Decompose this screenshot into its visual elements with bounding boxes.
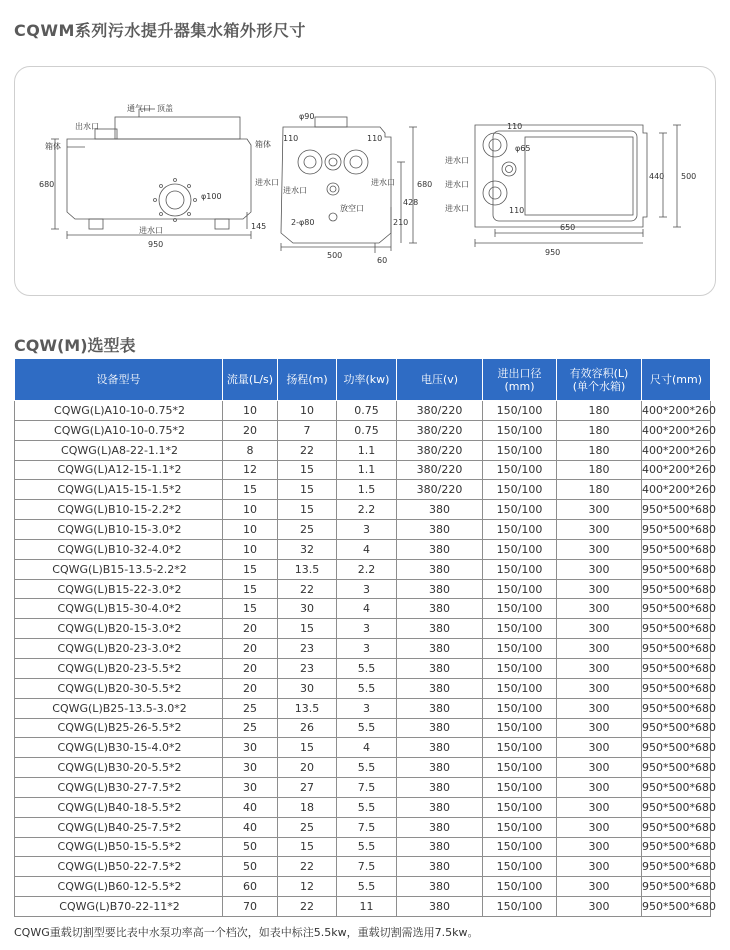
table-cell: 150/100 [483, 817, 557, 837]
table-cell: 950*500*680 [642, 639, 711, 659]
table-cell: 10 [223, 500, 278, 520]
table-cell: 380 [397, 758, 483, 778]
table-cell: 950*500*680 [642, 877, 711, 897]
dim-top-110-a: 110 [507, 122, 523, 131]
outline-title: CQWM系列污水提升器集水箱外形尺寸 [14, 21, 306, 40]
table-cell: 5.5 [337, 837, 397, 857]
table-cell: 3 [337, 579, 397, 599]
table-cell: 180 [557, 420, 642, 440]
table-cell: 15 [223, 480, 278, 500]
table-cell: 150/100 [483, 619, 557, 639]
table-cell: 950*500*680 [642, 599, 711, 619]
cell-model: CQWG(L)B20-15-3.0*2 [15, 619, 223, 639]
table-cell: 300 [557, 698, 642, 718]
table-cell: 15 [223, 559, 278, 579]
table-cell: 150/100 [483, 639, 557, 659]
table-cell: 950*500*680 [642, 579, 711, 599]
table-cell: 380 [397, 857, 483, 877]
table-cell: 20 [223, 678, 278, 698]
label-outlet: 出水口 [75, 122, 99, 131]
table-cell: 7.5 [337, 778, 397, 798]
cell-model: CQWG(L)B70-22-11*2 [15, 897, 223, 917]
column-header: 尺寸(mm) [642, 359, 711, 401]
cell-model: CQWG(L)B20-23-3.0*2 [15, 639, 223, 659]
cell-model: CQWG(L)B15-13.5-2.2*2 [15, 559, 223, 579]
table-row [15, 817, 711, 837]
table-cell: 380 [397, 738, 483, 758]
table-row [15, 877, 711, 897]
table-cell: 5.5 [337, 678, 397, 698]
label-side-inlet-3: 进水口 [371, 178, 395, 187]
table-cell: 23 [278, 658, 337, 678]
column-header: 电压(v) [397, 359, 483, 401]
label-top-inlet-1: 进水口 [445, 156, 469, 165]
table-cell: 10 [223, 401, 278, 421]
table-cell: 950*500*680 [642, 857, 711, 877]
table-cell: 150/100 [483, 897, 557, 917]
table-cell: 10 [278, 401, 337, 421]
table-cell: 380 [397, 559, 483, 579]
table-cell: 400*200*260 [642, 420, 711, 440]
table-cell: 8 [223, 440, 278, 460]
table-cell: 2.2 [337, 500, 397, 520]
table-cell: 3 [337, 520, 397, 540]
dim-145: 145 [251, 222, 267, 231]
cell-model: CQWG(L)B40-25-7.5*2 [15, 817, 223, 837]
cell-model: CQWG(L)B20-30-5.5*2 [15, 678, 223, 698]
column-header: 功率(kw) [337, 359, 397, 401]
table-cell: 15 [278, 837, 337, 857]
dim-top-440: 440 [649, 172, 665, 181]
table-cell: 5.5 [337, 658, 397, 678]
table-cell: 20 [278, 758, 337, 778]
cell-model: CQWG(L)B10-32-4.0*2 [15, 539, 223, 559]
selection-table [14, 358, 716, 917]
table-cell: 380 [397, 639, 483, 659]
table-row [15, 678, 711, 698]
table-cell: 0.75 [337, 420, 397, 440]
table-cell: 400*200*260 [642, 480, 711, 500]
table-cell: 150/100 [483, 877, 557, 897]
table-cell: 26 [278, 718, 337, 738]
table-cell: 50 [223, 837, 278, 857]
cell-model: CQWG(L)B40-18-5.5*2 [15, 797, 223, 817]
table-cell: 380/220 [397, 440, 483, 460]
table-cell: 20 [223, 420, 278, 440]
table-body [15, 401, 716, 917]
cell-model: CQWG(L)B20-23-5.5*2 [15, 658, 223, 678]
column-header: 扬程(m) [278, 359, 337, 401]
table-row [15, 658, 711, 678]
cell-model: CQWG(L)A8-22-1.1*2 [15, 440, 223, 460]
table-cell: 15 [278, 460, 337, 480]
table-cell: 150/100 [483, 797, 557, 817]
dim-height-680: 680 [39, 180, 55, 189]
column-header: 进出口径 (mm) [483, 359, 557, 401]
label-tank-body: 箱体 [45, 142, 61, 151]
label-top-cover: 顶盖 [157, 104, 173, 113]
table-cell: 150/100 [483, 837, 557, 857]
table-cell: 0.75 [337, 401, 397, 421]
label-top-inlet-2: 进水口 [445, 180, 469, 189]
dim-side-210: 210 [393, 218, 409, 227]
dim-top-950: 950 [545, 248, 561, 257]
table-cell: 10 [223, 520, 278, 540]
table-cell: 1.1 [337, 440, 397, 460]
table-cell: 150/100 [483, 500, 557, 520]
table-cell: 180 [557, 440, 642, 460]
dim-side-500: 500 [327, 251, 343, 260]
table-cell: 180 [557, 401, 642, 421]
table-row [15, 797, 711, 817]
table-cell: 10 [223, 539, 278, 559]
table-cell: 30 [223, 758, 278, 778]
table-cell: 50 [223, 857, 278, 877]
table-row [15, 440, 711, 460]
table-cell: 300 [557, 559, 642, 579]
table-cell: 150/100 [483, 778, 557, 798]
table-row [15, 579, 711, 599]
cell-model: CQWG(L)B25-26-5.5*2 [15, 718, 223, 738]
table-row [15, 758, 711, 778]
table-cell: 4 [337, 599, 397, 619]
table-cell: 380 [397, 678, 483, 698]
dim-side-60: 60 [377, 256, 388, 265]
table-cell: 32 [278, 539, 337, 559]
table-cell: 25 [278, 520, 337, 540]
table-cell: 150/100 [483, 559, 557, 579]
dim-width-950: 950 [148, 240, 164, 249]
table-row [15, 778, 711, 798]
table-cell: 950*500*680 [642, 817, 711, 837]
table-cell: 380/220 [397, 480, 483, 500]
table-cell: 5.5 [337, 797, 397, 817]
table-cell: 300 [557, 837, 642, 857]
table-cell: 150/100 [483, 520, 557, 540]
dim-side-680: 680 [417, 180, 433, 189]
table-cell: 15 [223, 599, 278, 619]
table-row [15, 698, 711, 718]
table-cell: 380 [397, 599, 483, 619]
table-cell: 300 [557, 579, 642, 599]
label-vent: 通气口 [127, 104, 151, 113]
table-cell: 7.5 [337, 857, 397, 877]
table-row [15, 619, 711, 639]
cell-model: CQWG(L)B50-15-5.5*2 [15, 837, 223, 857]
dim-side-110-a: 110 [283, 134, 299, 143]
table-cell: 380 [397, 500, 483, 520]
table-cell: 380 [397, 897, 483, 917]
dim-top-500: 500 [681, 172, 697, 181]
table-cell: 18 [278, 797, 337, 817]
table-cell: 5.5 [337, 877, 397, 897]
column-header: 有效容积(L) (单个水箱) [557, 359, 642, 401]
table-cell: 950*500*680 [642, 837, 711, 857]
table-cell: 4 [337, 738, 397, 758]
table-cell: 300 [557, 718, 642, 738]
table-cell: 22 [278, 440, 337, 460]
table-cell: 40 [223, 817, 278, 837]
dim-side-428: 428 [403, 198, 419, 207]
table-cell: 150/100 [483, 718, 557, 738]
table-cell: 1.5 [337, 480, 397, 500]
cell-model: CQWG(L)A10-10-0.75*2 [15, 420, 223, 440]
table-row [15, 420, 711, 440]
dim-side-110-b: 110 [367, 134, 383, 143]
table-cell: 380 [397, 817, 483, 837]
table-cell: 950*500*680 [642, 738, 711, 758]
table-cell: 3 [337, 639, 397, 659]
table-cell: 950*500*680 [642, 678, 711, 698]
table-cell: 300 [557, 897, 642, 917]
table-cell: 11 [337, 897, 397, 917]
label-side-inlet-1: 进水口 [255, 178, 279, 187]
table-row [15, 837, 711, 857]
dim-top-phi65: φ65 [515, 144, 531, 153]
table-row [15, 559, 711, 579]
label-top-inlet-3: 进水口 [445, 204, 469, 213]
table-cell: 300 [557, 758, 642, 778]
table-cell: 380 [397, 877, 483, 897]
cell-model: CQWG(L)B15-30-4.0*2 [15, 599, 223, 619]
table-cell: 150/100 [483, 480, 557, 500]
cell-model: CQWG(L)B25-13.5-3.0*2 [15, 698, 223, 718]
table-cell: 950*500*680 [642, 559, 711, 579]
table-row [15, 539, 711, 559]
dimension-drawing-panel [14, 66, 716, 296]
dim-phi100: φ100 [201, 192, 222, 201]
cell-model: CQWG(L)A10-10-0.75*2 [15, 401, 223, 421]
table-row [15, 500, 711, 520]
table-cell: 3 [337, 619, 397, 639]
table-cell: 950*500*680 [642, 658, 711, 678]
table-cell: 950*500*680 [642, 797, 711, 817]
cell-model: CQWG(L)B10-15-3.0*2 [15, 520, 223, 540]
table-cell: 380 [397, 797, 483, 817]
table-cell: 380/220 [397, 401, 483, 421]
label-drain: 放空口 [340, 204, 364, 213]
table-cell: 23 [278, 639, 337, 659]
table-row [15, 460, 711, 480]
table-row [15, 718, 711, 738]
table-cell: 950*500*680 [642, 718, 711, 738]
table-cell: 380 [397, 658, 483, 678]
table-cell: 950*500*680 [642, 520, 711, 540]
table-cell: 150/100 [483, 658, 557, 678]
table-cell: 4 [337, 539, 397, 559]
table-row [15, 738, 711, 758]
table-cell: 380 [397, 619, 483, 639]
table-cell: 180 [557, 460, 642, 480]
footnote: CQWG重载切割型要比表中水泵功率高一个档次，如表中标注5.5kw，重载切割需选用7.5kw。 [14, 926, 479, 939]
table-cell: 300 [557, 678, 642, 698]
table-cell: 380 [397, 698, 483, 718]
table-cell: 7.5 [337, 817, 397, 837]
table-cell: 300 [557, 797, 642, 817]
table-cell: 20 [223, 658, 278, 678]
table-cell: 15 [278, 500, 337, 520]
cell-model: CQWG(L)B15-22-3.0*2 [15, 579, 223, 599]
table-cell: 22 [278, 897, 337, 917]
table-cell: 1.1 [337, 460, 397, 480]
table-cell: 150/100 [483, 738, 557, 758]
cell-model: CQWG(L)B60-12-5.5*2 [15, 877, 223, 897]
table-cell: 180 [557, 480, 642, 500]
cell-model: CQWG(L)A12-15-1.1*2 [15, 460, 223, 480]
table-cell: 22 [278, 857, 337, 877]
table-cell: 30 [278, 599, 337, 619]
table-cell: 950*500*680 [642, 500, 711, 520]
table-cell: 950*500*680 [642, 897, 711, 917]
cell-model: CQWG(L)B30-15-4.0*2 [15, 738, 223, 758]
table-cell: 30 [278, 678, 337, 698]
table-cell: 15 [278, 480, 337, 500]
cell-model: CQWG(L)B30-20-5.5*2 [15, 758, 223, 778]
table-cell: 380 [397, 718, 483, 738]
table-cell: 380 [397, 778, 483, 798]
table-cell: 20 [223, 639, 278, 659]
table-row [15, 639, 711, 659]
label-side-inlet-2: 进水口 [283, 186, 307, 195]
table-cell: 380/220 [397, 420, 483, 440]
table-cell: 150/100 [483, 857, 557, 877]
table-cell: 400*200*260 [642, 440, 711, 460]
dim-2-phi80: 2-φ80 [291, 218, 315, 227]
table-cell: 300 [557, 778, 642, 798]
table-cell: 380/220 [397, 460, 483, 480]
label-side-tank: 箱体 [255, 140, 271, 149]
table-cell: 150/100 [483, 599, 557, 619]
table-cell: 300 [557, 857, 642, 877]
table-cell: 40 [223, 797, 278, 817]
table-cell: 150/100 [483, 420, 557, 440]
table-cell: 3 [337, 698, 397, 718]
table-cell: 22 [278, 579, 337, 599]
selection-title: CQW(M)选型表 [14, 336, 136, 355]
table-cell: 20 [223, 619, 278, 639]
table-cell: 15 [278, 619, 337, 639]
table-cell: 7 [278, 420, 337, 440]
table-cell: 400*200*260 [642, 460, 711, 480]
table-cell: 15 [223, 579, 278, 599]
table-cell: 300 [557, 500, 642, 520]
cell-model: CQWG(L)B50-22-7.5*2 [15, 857, 223, 877]
table-cell: 950*500*680 [642, 619, 711, 639]
cell-model: CQWG(L)B30-27-7.5*2 [15, 778, 223, 798]
table-cell: 60 [223, 877, 278, 897]
table-cell: 380 [397, 579, 483, 599]
table-cell: 150/100 [483, 460, 557, 480]
table-cell: 15 [278, 738, 337, 758]
table-cell: 950*500*680 [642, 778, 711, 798]
table-row [15, 857, 711, 877]
dim-top-650: 650 [560, 223, 576, 232]
table-row [15, 897, 711, 917]
table-cell: 150/100 [483, 579, 557, 599]
table-header-row [15, 359, 711, 401]
table-cell: 70 [223, 897, 278, 917]
table-cell: 300 [557, 639, 642, 659]
table-row [15, 401, 711, 421]
table-cell: 300 [557, 817, 642, 837]
table-row [15, 520, 711, 540]
table-cell: 380 [397, 520, 483, 540]
table-cell: 150/100 [483, 440, 557, 460]
top-view [475, 125, 681, 247]
table-cell: 950*500*680 [642, 698, 711, 718]
table-cell: 380 [397, 837, 483, 857]
table-cell: 30 [223, 738, 278, 758]
table-cell: 300 [557, 738, 642, 758]
label-inlet-front: 进水口 [139, 226, 163, 235]
table-cell: 300 [557, 658, 642, 678]
cell-model: CQWG(L)B10-15-2.2*2 [15, 500, 223, 520]
table-cell: 25 [223, 718, 278, 738]
side-view [281, 117, 417, 253]
table-cell: 300 [557, 877, 642, 897]
table-cell: 25 [223, 698, 278, 718]
table-cell: 30 [223, 778, 278, 798]
dim-phi90: φ90 [299, 112, 315, 121]
column-header: 设备型号 [15, 359, 223, 401]
dim-top-110-b: 110 [509, 206, 525, 215]
table-cell: 2.2 [337, 559, 397, 579]
table-cell: 150/100 [483, 678, 557, 698]
table-cell: 13.5 [278, 559, 337, 579]
table-cell: 12 [223, 460, 278, 480]
dimension-drawing [15, 67, 717, 297]
table-cell: 13.5 [278, 698, 337, 718]
table-cell: 150/100 [483, 539, 557, 559]
table-cell: 300 [557, 539, 642, 559]
table-cell: 300 [557, 619, 642, 639]
table-row [15, 599, 711, 619]
table-cell: 300 [557, 520, 642, 540]
table-cell: 5.5 [337, 758, 397, 778]
cell-model: CQWG(L)A15-15-1.5*2 [15, 480, 223, 500]
table-cell: 150/100 [483, 698, 557, 718]
table-row [15, 480, 711, 500]
table-cell: 950*500*680 [642, 539, 711, 559]
table-cell: 25 [278, 817, 337, 837]
table-cell: 400*200*260 [642, 401, 711, 421]
table-cell: 5.5 [337, 718, 397, 738]
table-cell: 27 [278, 778, 337, 798]
table-cell: 950*500*680 [642, 758, 711, 778]
table-cell: 12 [278, 877, 337, 897]
table-cell: 150/100 [483, 758, 557, 778]
column-header: 流量(L/s) [223, 359, 278, 401]
table-cell: 380 [397, 539, 483, 559]
table-cell: 300 [557, 599, 642, 619]
table-cell: 150/100 [483, 401, 557, 421]
